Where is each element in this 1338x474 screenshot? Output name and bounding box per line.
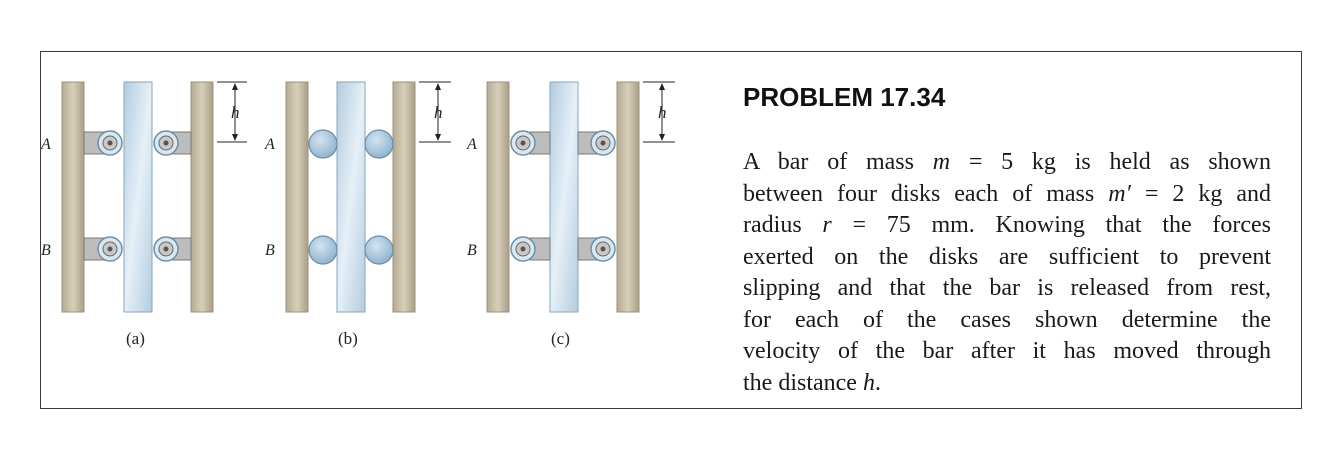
h-label: h: [434, 103, 443, 122]
disk-with-bracket: [511, 237, 550, 261]
case-a: [41, 82, 247, 348]
disk-with-bracket: [578, 131, 615, 155]
statement-line: slipping and that the bar is released from rest,: [743, 275, 1271, 301]
sliding-bar: [550, 82, 578, 312]
left-wall: [487, 82, 509, 312]
disk: [365, 236, 393, 264]
right-wall: [617, 82, 639, 312]
caption-b: (b): [338, 329, 358, 348]
disk: [309, 130, 337, 158]
disk: [309, 236, 337, 264]
caption-a: (a): [126, 329, 145, 348]
sliding-bar: [337, 82, 365, 312]
disk-with-bracket: [511, 131, 550, 155]
statement-line: the distance h.: [743, 369, 881, 396]
statement-line: velocity of the bar after it has moved through: [743, 338, 1271, 364]
figure-svg: [41, 52, 741, 408]
left-wall: [62, 82, 84, 312]
label-a: A: [41, 136, 51, 153]
statement-line: A bar of mass m = 5 kg is held as shown: [743, 149, 1271, 175]
label-b: B: [467, 242, 477, 259]
case-b: [264, 82, 451, 348]
sliding-bar: [124, 82, 152, 312]
statement-line: exerted on the disks are sufficient to prevent: [743, 243, 1271, 270]
caption-c: (c): [551, 329, 570, 348]
label-a: A: [467, 136, 477, 153]
statement-line: for each of the cases shown determine the: [743, 306, 1271, 333]
problem-frame: [40, 51, 1302, 409]
disk-with-bracket: [154, 131, 191, 155]
disk-with-bracket: [84, 131, 122, 155]
label-a: A: [265, 136, 275, 153]
disk: [365, 130, 393, 158]
label-b: B: [265, 242, 275, 259]
right-wall: [191, 82, 213, 312]
disk-with-bracket: [578, 237, 615, 261]
statement-line: between four disks each of mass m′ = 2 kg and: [743, 180, 1272, 207]
problem-title: PROBLEM 17.34: [743, 82, 946, 112]
statement-line: radius r = 75 mm. Knowing that the forces: [743, 212, 1272, 238]
right-wall: [393, 82, 415, 312]
h-label: h: [658, 103, 667, 122]
case-c: [466, 82, 675, 348]
figure-panel: [41, 52, 741, 408]
left-wall: [286, 82, 308, 312]
problem-statement: [743, 147, 1271, 399]
label-b: B: [41, 242, 51, 259]
disk-with-bracket: [154, 237, 191, 261]
disk-with-bracket: [84, 237, 122, 261]
h-label: h: [231, 103, 240, 122]
